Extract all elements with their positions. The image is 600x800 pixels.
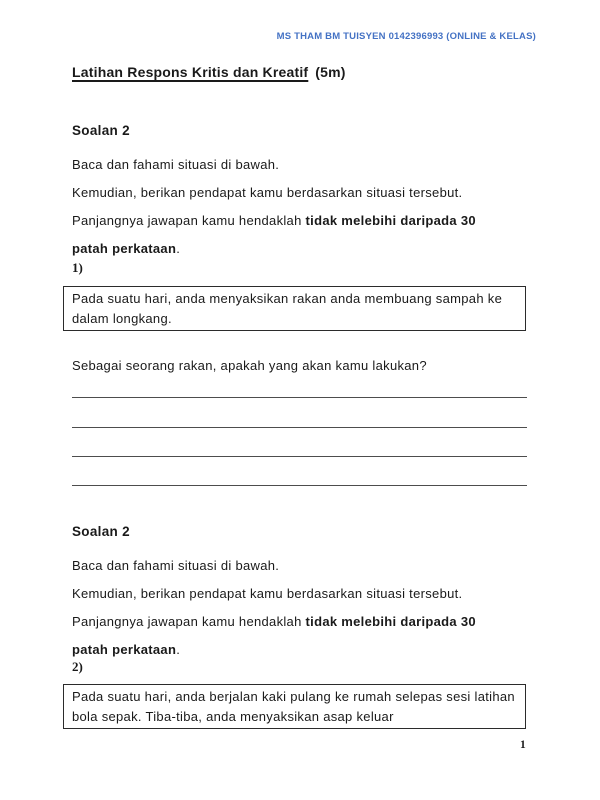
instruction-bold-text: patah perkataan [72,241,177,256]
instruction-period: . [176,642,181,657]
answer-line [72,428,527,457]
instruction-line [72,608,530,664]
situation-box: Pada suatu hari, anda berjalan kaki pulang ke rumah selepas sesi latihan bola sepak. Tiba-tiba, anda menyaksikan asap keluar [63,684,526,729]
instruction-line: Kemudian, berikan pendapat kamu berdasarkan situasi tersebut. [72,586,463,601]
page-title [72,64,346,80]
page-title-suffix: (5m) [315,64,346,80]
instruction-normal-text: Panjangnya jawapan kamu hendaklah [72,213,306,228]
page-number: 1 [520,739,526,751]
answer-line [72,457,527,486]
page-title-underlined: Latihan Respons Kritis dan Kreatif [72,64,309,80]
instruction-line [72,207,530,263]
instruction-bold-text: tidak melebihi daripada 30 [305,614,476,629]
answer-line [72,398,527,427]
question-text: Sebagai seorang rakan, apakah yang akan kamu lakukan? [72,358,427,373]
instruction-line: Baca dan fahami situasi di bawah. [72,157,280,172]
header-text: MS THAM BM TUISYEN 0142396993 (ONLINE & KELAS) [276,31,536,42]
answer-lines [72,369,527,486]
instruction-period: . [176,241,181,256]
item-number: 1) [72,260,83,275]
item-number: 2) [72,659,83,674]
situation-box: Pada suatu hari, anda menyaksikan rakan anda membuang sampah ke dalam longkang. [63,286,526,331]
instruction-bold-text: patah perkataan [72,642,177,657]
section-heading: Soalan 2 [72,123,130,138]
answer-line [72,369,527,398]
instruction-line: Kemudian, berikan pendapat kamu berdasarkan situasi tersebut. [72,185,463,200]
instruction-line: Baca dan fahami situasi di bawah. [72,558,280,573]
instruction-bold-text: tidak melebihi daripada 30 [305,213,476,228]
section-heading: Soalan 2 [72,524,130,539]
instruction-normal-text: Panjangnya jawapan kamu hendaklah [72,614,306,629]
